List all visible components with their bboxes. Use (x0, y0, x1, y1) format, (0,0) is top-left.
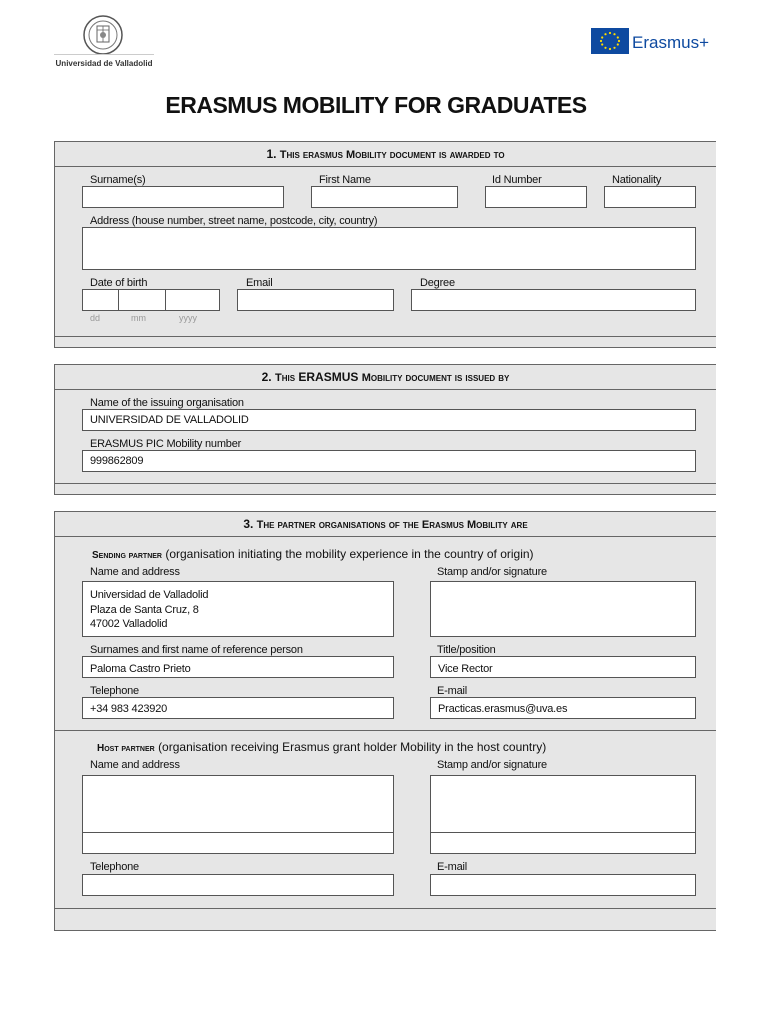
page-title: ERASMUS MOBILITY FOR GRADUATES (165, 92, 587, 118)
section-1-heading: 1. This erasmus Mobility document is awarded to (55, 142, 716, 167)
email-label: Email (246, 277, 273, 289)
dob-year-hint: yyyy (179, 313, 197, 323)
sending-phone-label: Telephone (90, 685, 139, 697)
nationality-label: Nationality (612, 174, 662, 186)
host-phone-label: Telephone (90, 861, 139, 873)
section-3-heading: 3. The partner organisations of the Erasmus Mobility are (55, 512, 716, 537)
degree-field[interactable] (411, 289, 696, 311)
sending-title-field[interactable]: Vice Rector (430, 656, 696, 678)
host-stamp-label: Stamp and/or signature (437, 759, 547, 771)
university-name: Universidad de Valladolid (55, 59, 153, 68)
sending-stamp-label: Stamp and/or signature (437, 566, 547, 578)
erasmus-logo (591, 28, 721, 56)
firstname-label: First Name (319, 174, 371, 186)
sending-partner-heading: Sending partner (organisation initiating the mobility experience in the country of origin) (92, 547, 534, 561)
surname-field[interactable] (82, 186, 284, 208)
host-name-label: Name and address (90, 759, 180, 771)
host-address-field[interactable] (82, 775, 394, 833)
nationality-field[interactable] (604, 186, 696, 208)
sending-ref-label: Surnames and first name of reference person (90, 644, 303, 656)
dob-year-field[interactable] (165, 289, 220, 311)
pic-number-field[interactable] (82, 450, 696, 472)
university-seal-icon (54, 14, 154, 58)
dob-month-field[interactable] (118, 289, 166, 311)
host-email-label: E-mail (437, 861, 467, 873)
sending-email-field[interactable]: Practicas.erasmus@uva.es (430, 697, 696, 719)
id-number-field[interactable] (485, 186, 587, 208)
degree-label: Degree (420, 277, 455, 289)
issuing-org-value: UNIVERSIDAD DE VALLADOLID (90, 414, 249, 426)
host-address-extra-field[interactable] (82, 832, 394, 854)
host-stamp-field[interactable] (430, 775, 696, 833)
dob-month-hint: mm (131, 313, 146, 323)
sending-name-label: Name and address (90, 566, 180, 578)
firstname-field[interactable] (311, 186, 458, 208)
email-field[interactable] (237, 289, 394, 311)
address-field[interactable] (82, 227, 696, 270)
surname-label: Surname(s) (90, 174, 146, 186)
dob-day-field[interactable] (82, 289, 119, 311)
host-email-field[interactable] (430, 874, 696, 896)
id-number-label: Id Number (492, 174, 542, 186)
section-2-heading: 2. This ERASMUS Mobility document is issued by (55, 365, 716, 390)
issuing-org-field[interactable] (82, 409, 696, 431)
host-partner-heading: Host partner (organisation receiving Erasmus grant holder Mobility in the host country) (97, 740, 547, 754)
eu-flag-icon (591, 28, 629, 54)
university-logo (54, 14, 154, 74)
sending-stamp-field[interactable] (430, 581, 696, 637)
dob-day-hint: dd (90, 313, 101, 323)
host-phone-field[interactable] (82, 874, 394, 896)
address-label: Address (house number, street name, postcode, city, country) (90, 215, 378, 227)
host-stamp-extra-field[interactable] (430, 832, 696, 854)
sending-address-field[interactable]: Universidad de Valladolid Plaza de Santa Cruz, 8 47002 Valladolid (82, 581, 394, 637)
sending-phone-field[interactable]: +34 983 423920 (82, 697, 394, 719)
dob-label: Date of birth (90, 277, 148, 289)
erasmus-brand-text: Erasmus+ (632, 33, 709, 52)
issuing-org-label: Name of the issuing organisation (90, 397, 244, 409)
sending-title-label: Title/position (437, 644, 496, 656)
pic-number-value: 999862809 (90, 455, 144, 467)
sending-email-label: E-mail (437, 685, 467, 697)
pic-number-label: ERASMUS PIC Mobility number (90, 438, 242, 450)
sending-ref-field[interactable]: Paloma Castro Prieto (82, 656, 394, 678)
